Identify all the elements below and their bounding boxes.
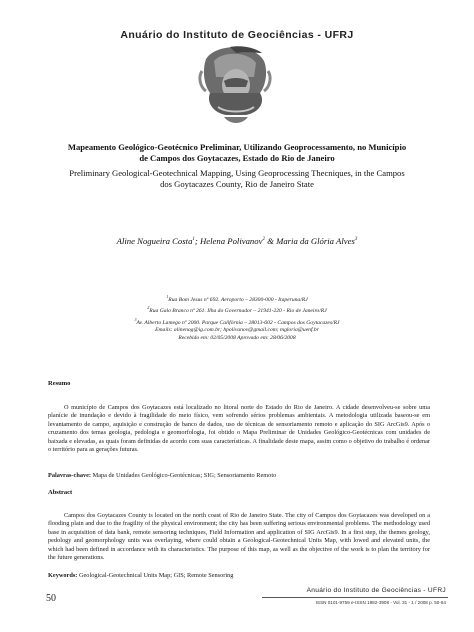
address-mark: 3 — [134, 316, 137, 322]
article-title-english — [40, 168, 434, 190]
address-line — [0, 304, 474, 315]
author-name: Maria da Glória Alves — [276, 236, 355, 246]
address-text: Rua Bom Jesus nº 692. Aeroporto – 28300-000 - Itaperuna/RJ — [168, 296, 308, 303]
abstract-body: Campos dos Goytacazes County is located on the north coast of Rio de Janeiro State. The city of Campos dos Goytacazes was developed on a flooding plain and due to the fragility of the physical environment; the city has been suffering serious environmental problems. The methodology used base in acquisition of data bank, remote sensoring techniques, Field Information and application of SIG ArcGis9. In a first step, the themes geology, pedology and geomorphology units was overlaying, where could obtain a Geological-Geotechnical Units Map, with lowed and elevated units, the which had been defined in accordance with its characteristics. The purpose of this map, as well as the objective of the work is to plan the territory for the future generations. — [48, 512, 430, 562]
athena-helmet-emblem-icon — [196, 41, 274, 127]
footer-divider — [262, 597, 448, 598]
author-affiliation-mark: 3 — [354, 237, 358, 243]
abstract-heading: Abstract — [48, 489, 73, 496]
author-separator: ; — [194, 236, 200, 246]
title-pt-line-2: de Campos dos Goytacazes, Estado do Rio de Janeiro — [139, 153, 335, 163]
title-pt-line-1: Mapeamento Geológico-Geotécnico Preliminar, Utilizando Geoprocessamento, no Município — [67, 142, 407, 152]
resumo-body: O município de Campos dos Goytacazes está localizado no litoral norte do Estado do Rio de Janeiro. A cidade desenvolveu-se sobre uma planície de inundação e devido à fragilidade do meio físico, vem sofrendo sérios problemas ambientais. A metodologia utilizada baseou-se em levantamento de campo, aquisição e construção de banco de dados, uso de técnicas de sensoriamento remoto e aplicação do SIG ArcGis9. Após o cruzamento dos temas geologia, pedologia e geomorfologia, foi obtido o Mapa Preliminar de Unidades Geológico-Geotécnicas com unidades de baixada e elevadas, as quais foram definidas de acordo com suas características. A finalidade deste mapa, assim como o objetivo do trabalho é ordenar o território para as gerações futuras. — [48, 404, 430, 454]
keywords-text: Mapa de Unidades Geológico-Geotécnicas; SIG; Sensoriamento Remoto — [91, 472, 277, 479]
author-name: Aline Nogueira Costa — [116, 236, 193, 246]
address-mark: 1 — [166, 294, 169, 299]
page-number: 50 — [46, 593, 56, 604]
keywords-text: Geological-Geotechnical Units Map; GIS; Remote Sensoring — [77, 572, 234, 579]
article-title-portuguese — [40, 142, 434, 164]
author-list — [0, 236, 474, 246]
author-separator: & — [264, 236, 277, 246]
footer-journal-name: Anuário do Instituto de Geociências - UFRJ — [306, 587, 446, 594]
address-line — [0, 316, 474, 327]
resumo-keywords — [48, 472, 430, 480]
keywords-label: Keywords: — [48, 572, 78, 579]
address-text: Rua Galo Branco nº 261. Ilha do Governador – 21941-220 - Rio de Janeiro/RJ — [149, 308, 327, 315]
keywords-label: Palavras-chave: — [48, 472, 92, 479]
author-addresses — [0, 293, 474, 343]
footer-issn-volume: ISSN 0101-9759 e-ISSN 1982-3908 - Vol. 31 - 1 / 2008 p. 50-64 — [315, 600, 446, 605]
title-en-line-2: dos Goytacazes County, Rio de Janeiro State — [160, 179, 314, 189]
address-text: Av. Alberto Lamego nº 2000. Parque Califórnia – 28013-602 - Campos dos Goytacazes/RJ — [136, 319, 340, 326]
address-mark: 2 — [147, 305, 150, 311]
received-approved-dates: Recebido em: 02/05/2008 Aprovado em: 28/06/2008 — [178, 334, 296, 341]
author-affiliation-mark: 1 — [192, 237, 195, 243]
resumo-heading: Resumo — [48, 380, 71, 387]
abstract-keywords — [48, 572, 430, 580]
journal-header-title: Anuário do Instituto de Geociências - UFRJ — [120, 29, 354, 41]
author-affiliation-mark: 2 — [262, 237, 265, 243]
author-name: Helena Polivanov — [200, 236, 263, 246]
title-en-line-1: Preliminary Geological-Geotechnical Mapping, Using Geoprocessing Thecniques, in the Campos — [69, 168, 405, 178]
address-line — [0, 293, 474, 304]
author-emails: Emails: alinenog@ig.com.br; hpolivanov@gmail.com; mgloria@uenf.br — [155, 327, 319, 334]
